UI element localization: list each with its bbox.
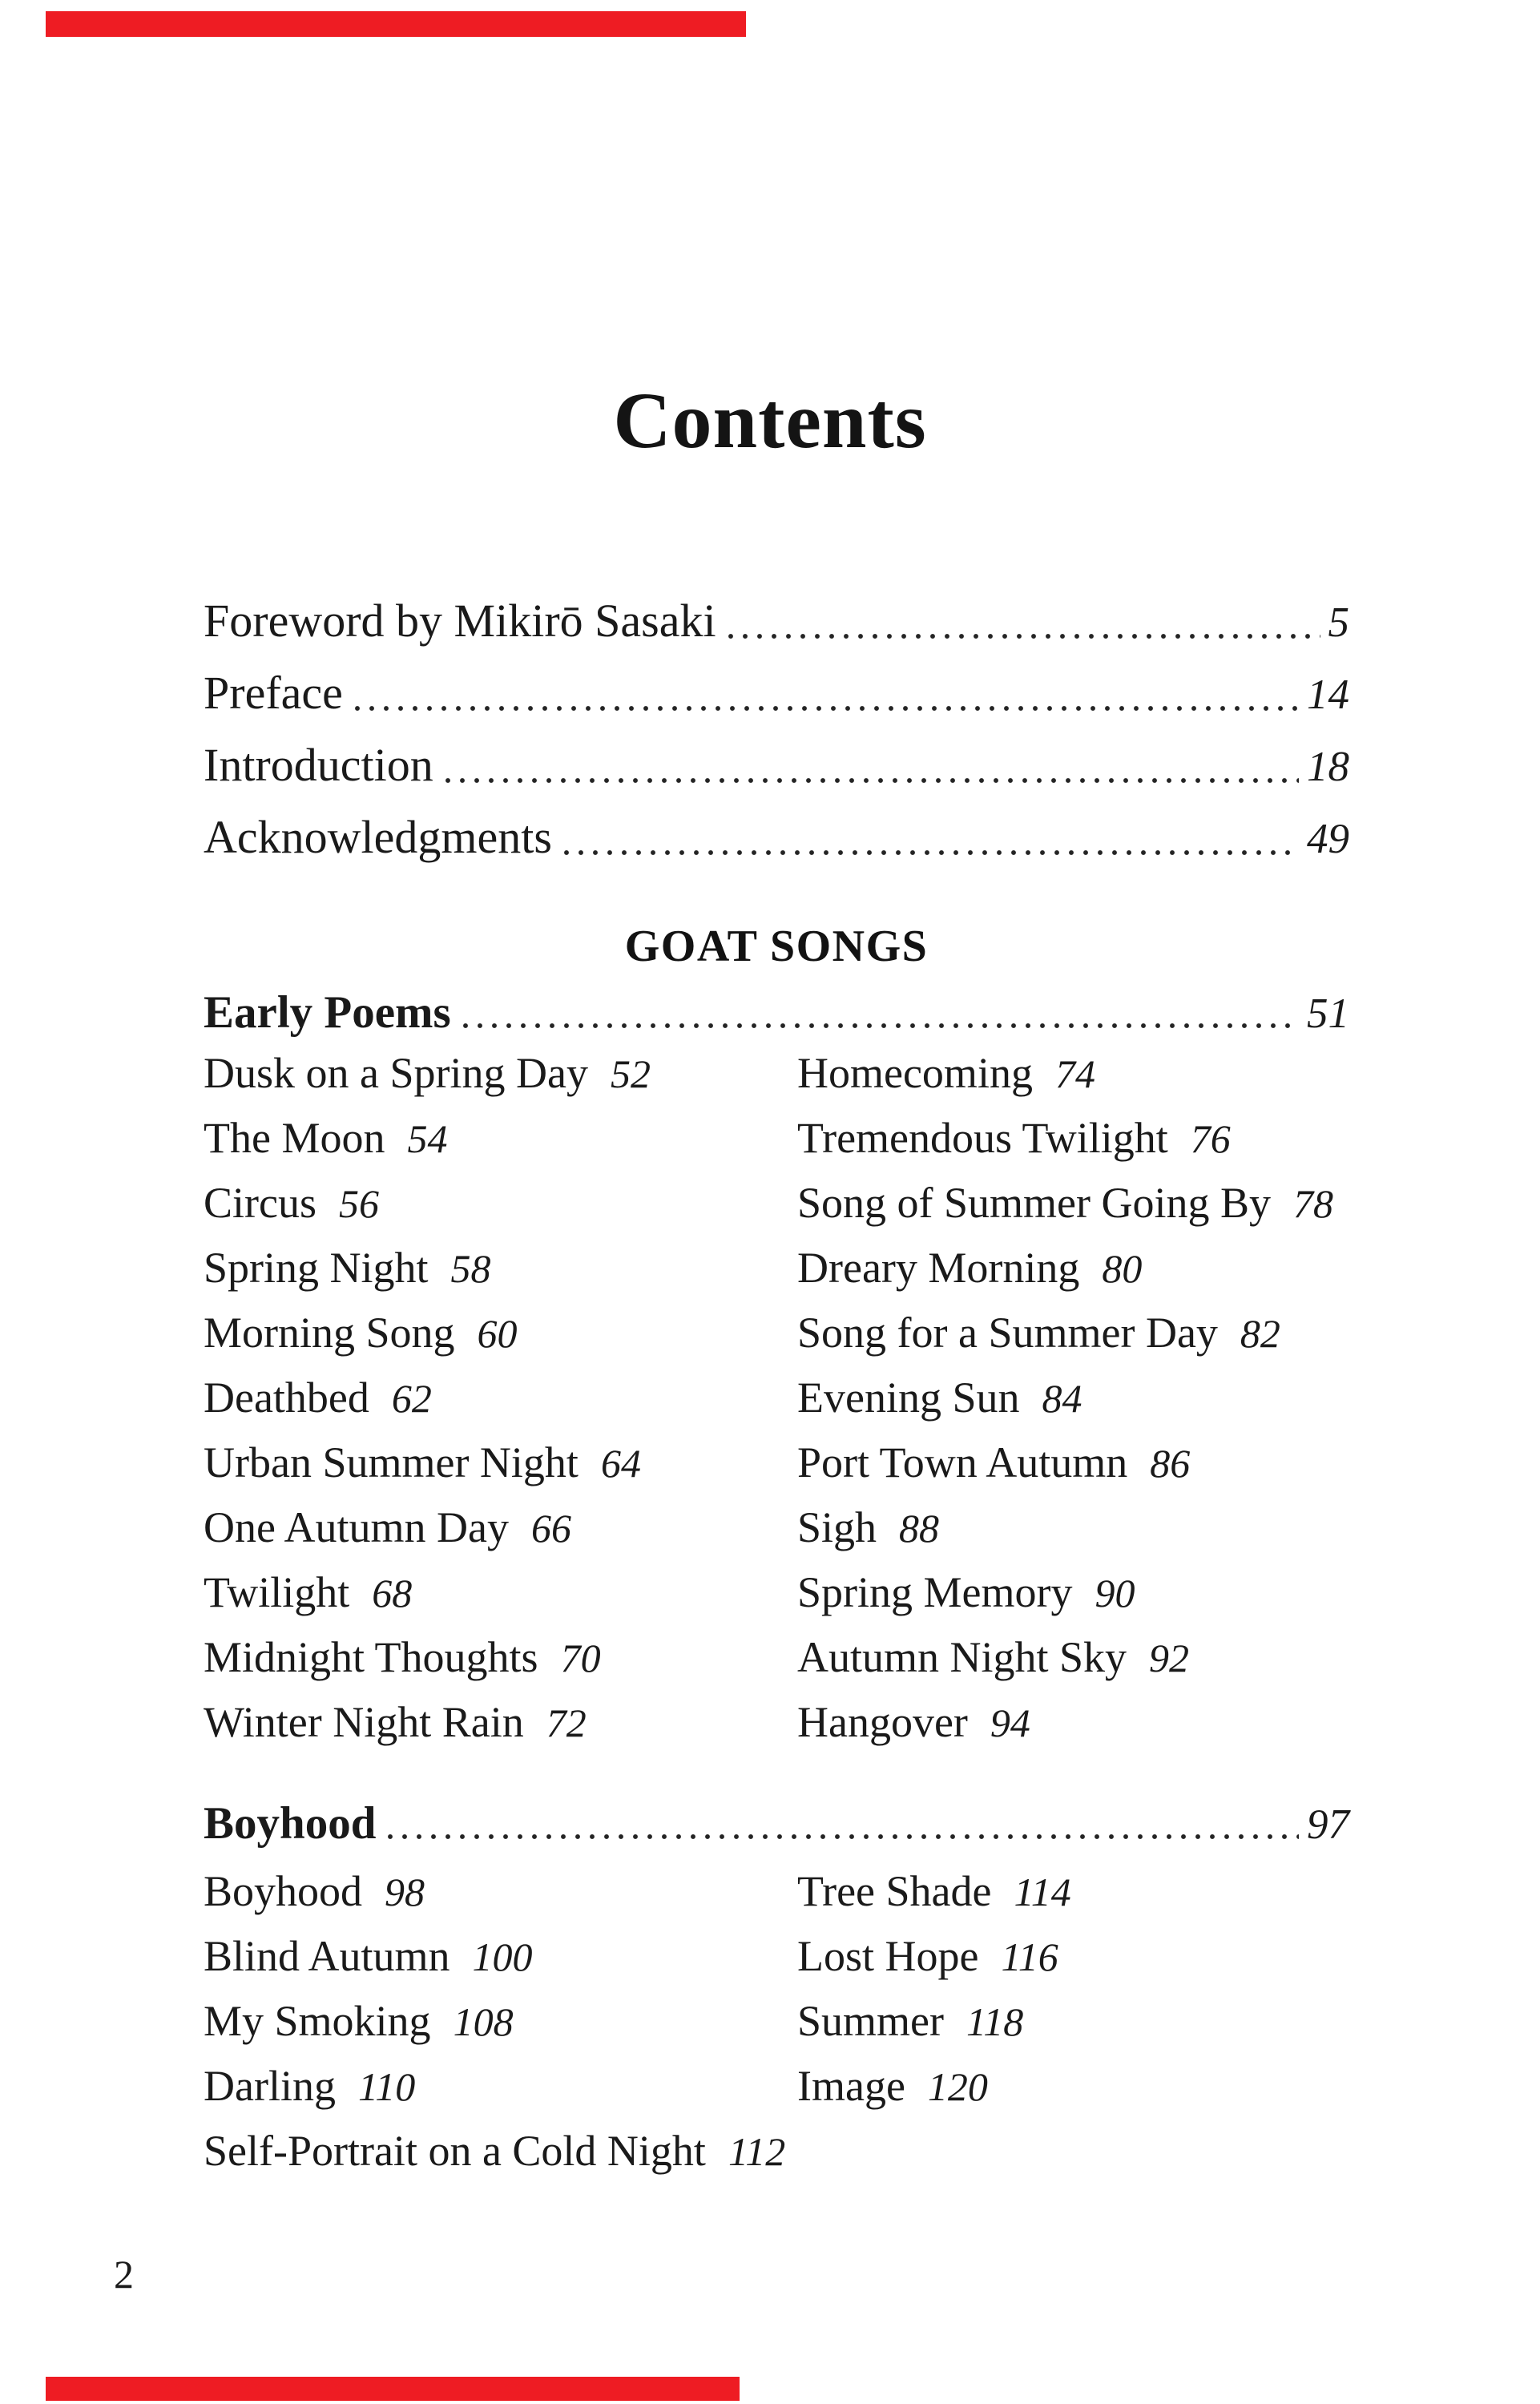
- poem-title: Port Town Autumn: [797, 1438, 1128, 1486]
- poem-entry: [797, 1041, 1349, 1106]
- poem-page: 60: [477, 1311, 518, 1356]
- poem-entry: [204, 1171, 797, 1236]
- toc-row: [204, 1790, 1349, 1858]
- poem-entry: [797, 1690, 1349, 1755]
- toc-row: [204, 730, 1349, 802]
- poem-title: Spring Night: [204, 1244, 429, 1292]
- toc-entry-title: Preface: [204, 667, 343, 719]
- poem-page: 52: [610, 1051, 651, 1096]
- poem-page: 82: [1240, 1311, 1280, 1356]
- folio-page-number: 2: [114, 2252, 134, 2297]
- section-title: Boyhood: [204, 1798, 377, 1849]
- poem-title: Lost Hope: [797, 1932, 979, 1980]
- poem-entry: [204, 2054, 797, 2119]
- poem-page: 64: [600, 1441, 641, 1486]
- toc-entry-page: 49: [1307, 816, 1349, 862]
- boyhood-left-column: [204, 1859, 797, 2184]
- poem-page: 72: [546, 1700, 587, 1745]
- poem-entry: [204, 1430, 797, 1495]
- poem-entry: [797, 1989, 1349, 2054]
- early-poems-left-column: [204, 1041, 797, 1755]
- poem-title: Sigh: [797, 1503, 877, 1551]
- boyhood-right-column: [797, 1859, 1349, 2184]
- bottom-red-bar: [46, 2377, 740, 2401]
- poem-entry: [204, 1041, 797, 1106]
- poem-page: 54: [407, 1116, 448, 1161]
- dot-leader: [563, 849, 1299, 857]
- section-title: Early Poems: [204, 987, 451, 1038]
- early-poems-columns: [204, 1041, 1349, 1755]
- poem-page: 98: [385, 1870, 425, 1914]
- section-page: 97: [1307, 1801, 1349, 1848]
- poem-page: 118: [966, 1999, 1024, 2044]
- poem-title: Morning Song: [204, 1309, 455, 1357]
- poem-entry: [204, 2119, 797, 2184]
- poem-page: 100: [472, 1934, 533, 1979]
- page-title: Contents: [613, 376, 927, 465]
- poem-entry: [797, 1924, 1349, 1989]
- part-title: GOAT SONGS: [624, 922, 929, 971]
- poem-title: Deathbed: [204, 1373, 369, 1422]
- top-red-bar: [46, 11, 746, 37]
- dot-leader: [354, 704, 1299, 712]
- poem-title: My Smoking: [204, 1997, 431, 2045]
- poem-entry: [797, 1365, 1349, 1430]
- poem-entry: [204, 1690, 797, 1755]
- toc-row: [204, 658, 1349, 730]
- poem-entry: [204, 1625, 797, 1690]
- poem-page: 84: [1042, 1376, 1082, 1421]
- poem-title: Evening Sun: [797, 1373, 1020, 1422]
- toc-entry-title: Introduction: [204, 739, 433, 791]
- poem-page: 90: [1095, 1571, 1135, 1615]
- poem-page: 114: [1014, 1870, 1071, 1914]
- poem-title: Twilight: [204, 1568, 350, 1616]
- section-header-boyhood: [204, 1790, 1349, 1858]
- poem-page: 74: [1054, 1051, 1095, 1096]
- poem-page: 66: [530, 1506, 571, 1551]
- poem-title: Summer: [797, 1997, 944, 2045]
- poem-title: Hangover: [797, 1698, 968, 1746]
- poem-entry: [204, 1365, 797, 1430]
- poem-page: 76: [1190, 1116, 1231, 1161]
- boyhood-columns: [204, 1859, 1349, 2184]
- front-matter-list: [204, 586, 1349, 874]
- toc-entry-title: Foreword by Mikirō Sasaki: [204, 595, 716, 647]
- poem-entry: [204, 1236, 797, 1301]
- poem-title: Circus: [204, 1179, 316, 1227]
- poem-entry: [204, 1301, 797, 1365]
- toc-row: [204, 586, 1349, 658]
- poem-title: Song of Summer Going By: [797, 1179, 1272, 1227]
- poem-title: Dusk on a Spring Day: [204, 1049, 588, 1097]
- poem-entry: [797, 1171, 1349, 1236]
- early-poems-right-column: [797, 1041, 1349, 1755]
- poem-title: Tree Shade: [797, 1867, 992, 1915]
- poem-title: One Autumn Day: [204, 1503, 509, 1551]
- dot-leader: [387, 1833, 1299, 1841]
- poem-title: Midnight Thoughts: [204, 1633, 538, 1681]
- toc-entry-page: 14: [1307, 672, 1349, 718]
- poem-page: 80: [1102, 1246, 1143, 1291]
- poem-title: Song for a Summer Day: [797, 1309, 1218, 1357]
- section-header-early-poems: [204, 979, 1349, 1047]
- poem-title: Boyhood: [204, 1867, 363, 1915]
- poem-page: 116: [1001, 1934, 1058, 1979]
- poem-entry: [797, 1859, 1349, 1924]
- poem-entry: [797, 1106, 1349, 1171]
- toc-entry-title: Acknowledgments: [204, 811, 552, 863]
- poem-page: 68: [372, 1571, 413, 1615]
- poem-title: Image: [797, 2062, 905, 2110]
- poem-entry: [797, 1560, 1349, 1625]
- poem-page: 88: [899, 1506, 940, 1551]
- poem-title: Self-Portrait on a Cold Night: [204, 2127, 706, 2175]
- dot-leader: [728, 632, 1320, 640]
- toc-row: [204, 979, 1349, 1047]
- toc-row: [204, 802, 1349, 874]
- poem-page: 92: [1149, 1636, 1190, 1680]
- poem-entry: [204, 1989, 797, 2054]
- poem-entry: [204, 1106, 797, 1171]
- poem-title: Tremendous Twilight: [797, 1114, 1168, 1162]
- poem-page: 62: [391, 1376, 432, 1421]
- poem-title: Autumn Night Sky: [797, 1633, 1127, 1681]
- poem-entry: [797, 2054, 1349, 2119]
- poem-title: Urban Summer Night: [204, 1438, 579, 1486]
- poem-page: 94: [990, 1700, 1030, 1745]
- poem-title: Darling: [204, 2062, 336, 2110]
- poem-page: 108: [453, 1999, 514, 2044]
- dot-leader: [462, 1022, 1299, 1030]
- poem-entry: [797, 1625, 1349, 1690]
- poem-title: Homecoming: [797, 1049, 1033, 1097]
- poem-page: 58: [450, 1246, 491, 1291]
- poem-page: 56: [339, 1181, 379, 1226]
- poem-title: Dreary Morning: [797, 1244, 1080, 1292]
- poem-entry: [204, 1924, 797, 1989]
- toc-entry-page: 18: [1307, 744, 1349, 790]
- poem-entry: [797, 1430, 1349, 1495]
- poem-entry: [797, 1236, 1349, 1301]
- toc-entry-page: 5: [1328, 599, 1349, 646]
- poem-entry: [204, 1495, 797, 1560]
- poem-entry: [204, 1560, 797, 1625]
- poem-title: Blind Autumn: [204, 1932, 450, 1980]
- poem-page: 110: [357, 2064, 416, 2109]
- poem-title: The Moon: [204, 1114, 385, 1162]
- poem-entry: [797, 1495, 1349, 1560]
- poem-page: 70: [560, 1636, 601, 1680]
- poem-entry: [204, 1859, 797, 1924]
- poem-title: Spring Memory: [797, 1568, 1073, 1616]
- dot-leader: [445, 776, 1299, 785]
- poem-page: 86: [1150, 1441, 1191, 1486]
- poem-page: 78: [1293, 1181, 1334, 1226]
- poem-title: Winter Night Rain: [204, 1698, 524, 1746]
- section-page: 51: [1307, 990, 1349, 1037]
- poem-page: 120: [927, 2064, 988, 2109]
- poem-page: 112: [728, 2129, 786, 2174]
- poem-entry: [797, 1301, 1349, 1365]
